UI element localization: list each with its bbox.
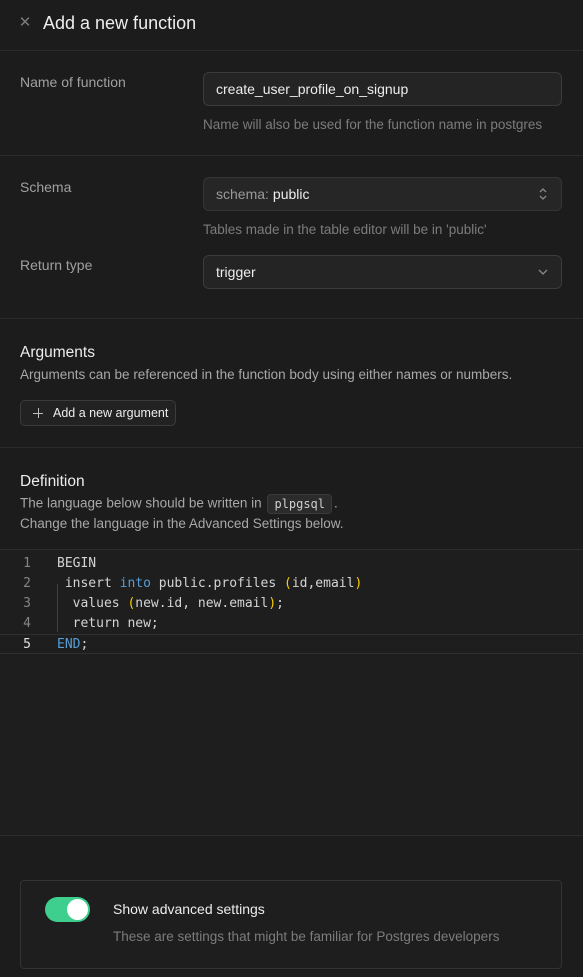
line-number: 5 <box>23 637 31 652</box>
language-badge: plpgsql <box>267 494 332 514</box>
function-name-input[interactable] <box>203 72 562 106</box>
function-name-value: create_user_profile_on_signup <box>216 81 409 97</box>
schema-prefix: schema: <box>216 186 269 202</box>
add-argument-label: Add a new argument <box>53 406 169 420</box>
code-text: END; <box>57 637 89 652</box>
divider <box>0 447 583 448</box>
advanced-settings-card <box>20 880 562 969</box>
advanced-settings-title: Show advanced settings <box>113 901 265 917</box>
close-icon[interactable]: ✕ <box>18 14 32 31</box>
code-editor[interactable] <box>0 549 583 836</box>
schema-help-text: Tables made in the table editor will be in 'public' <box>203 222 487 237</box>
code-line <box>0 614 583 634</box>
toggle-knob <box>67 899 88 920</box>
code-text: insert into public.profiles (id,email) <box>57 576 363 591</box>
code-text: return new; <box>57 616 159 631</box>
definition-title: Definition <box>20 473 85 490</box>
plus-icon <box>33 408 43 418</box>
line-number: 4 <box>23 616 31 631</box>
chevron-down-icon <box>537 267 549 277</box>
panel-title: Add a new function <box>43 13 197 33</box>
name-label: Name of function <box>20 74 126 90</box>
advanced-settings-toggle[interactable] <box>45 897 90 922</box>
chevron-up-down-icon <box>537 186 549 202</box>
schema-select[interactable] <box>203 177 562 211</box>
arguments-description: Arguments can be referenced in the function body using either names or numbers. <box>20 367 513 382</box>
line-number: 1 <box>23 556 31 571</box>
divider <box>0 155 583 156</box>
advanced-settings-description: These are settings that might be familiar for Postgres developers <box>113 929 500 944</box>
definition-desc-before: The language below should be written in <box>20 495 262 511</box>
code-line <box>0 554 583 574</box>
return-type-select[interactable] <box>203 255 562 289</box>
schema-label: Schema <box>20 179 72 195</box>
schema-value: public <box>272 186 310 202</box>
code-text: BEGIN <box>57 556 97 571</box>
line-number: 3 <box>23 596 31 611</box>
code-line <box>0 574 583 594</box>
add-argument-button[interactable] <box>20 400 176 426</box>
definition-description-line2: Change the language in the Advanced Settings below. <box>20 516 344 531</box>
return-type-label: Return type <box>20 257 93 273</box>
line-number: 2 <box>23 576 31 591</box>
return-type-value: trigger <box>216 264 256 280</box>
definition-description <box>20 494 338 514</box>
name-help-text: Name will also be used for the function name in postgres <box>203 117 543 132</box>
code-line <box>0 594 583 614</box>
arguments-title: Arguments <box>20 344 95 361</box>
divider <box>0 318 583 319</box>
code-line <box>0 634 583 654</box>
code-text: values (new.id, new.email); <box>57 596 284 611</box>
definition-desc-after: . <box>334 495 338 511</box>
panel-header <box>0 0 583 51</box>
